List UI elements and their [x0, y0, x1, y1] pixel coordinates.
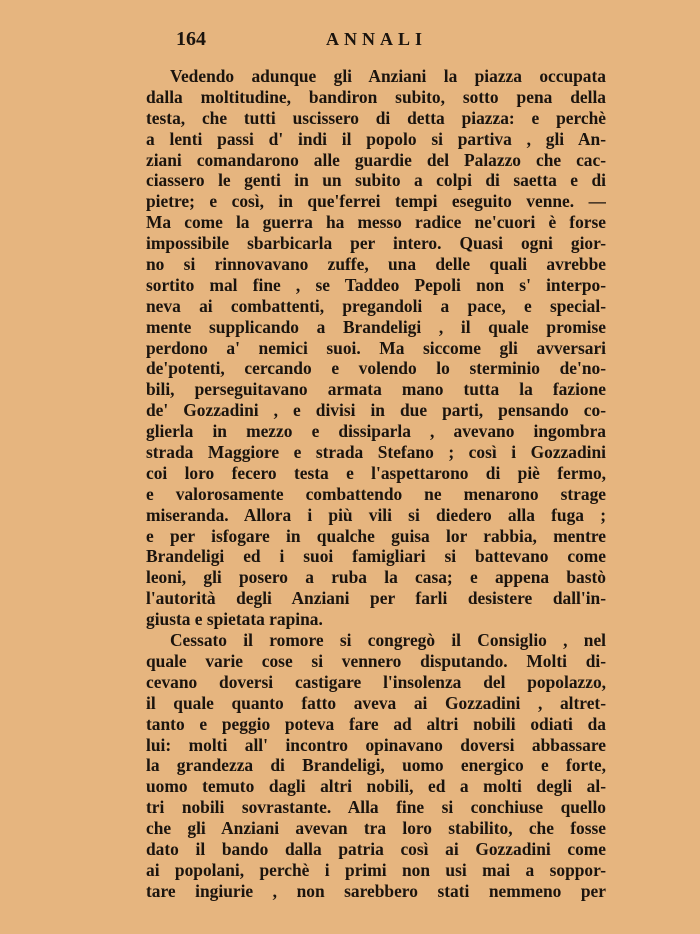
text-line: ziani comandarono alle guardie del Palazzo che cac-	[146, 149, 606, 170]
text-line: che gli Anziani avevan tra loro stabilito, che fosse	[146, 818, 606, 839]
text-line: impossibile sbarbicarla per intero. Quasi ogni gior-	[146, 233, 606, 254]
text-line: no si rinnovavano zuffe, una delle quali avrebbe	[146, 254, 606, 275]
text-line: il quale quanto fatto aveva ai Gozzadini , altret-	[146, 692, 606, 713]
text-line: Brandeligi ed i suoi famigliari si battevano come	[146, 546, 606, 567]
text-line: neva ai combattenti, pregandoli a pace, e special-	[146, 295, 606, 316]
text-line: miseranda. Allora i più vili si diedero alla fuga ;	[146, 504, 606, 525]
body-text	[146, 66, 606, 902]
text-line: lui: molti all' incontro opinavano doversi abbassare	[146, 734, 606, 755]
text-line: dato il bando dalla patria così ai Gozzadini come	[146, 838, 606, 859]
text-line: e per isfogare in qualche guisa lor rabbia, mentre	[146, 525, 606, 546]
text-line: la grandezza di Brandeligi, uomo energico e forte,	[146, 755, 606, 776]
text-line: tri nobili sovrastante. Alla fine si conchiuse quello	[146, 797, 606, 818]
text-line: strada Maggiore e strada Stefano ; così i Gozzadini	[146, 442, 606, 463]
text-line: l'autorità degli Anziani per farli desistere dall'in-	[146, 588, 606, 609]
text-line: leoni, gli posero a ruba la casa; e appena bastò	[146, 567, 606, 588]
text-line: a lenti passi d' indi il popolo si partiva , gli An-	[146, 128, 606, 149]
text-line: coi loro fecero testa e l'aspettarono di piè fermo,	[146, 462, 606, 483]
text-line: Cessato il romore si congregò il Consiglio , nel	[170, 630, 606, 651]
text-line: e valorosamente combattendo ne menarono strage	[146, 483, 606, 504]
text-line: perdono a' nemici suoi. Ma siccome gli avversari	[146, 337, 606, 358]
running-title: ANNALI	[326, 29, 428, 49]
page-number: 164	[176, 28, 206, 50]
text-line: ciassero le genti in un subito a colpi di saetta e di	[146, 170, 606, 191]
text-line: testa, che tutti uscissero di detta piazza: e perchè	[146, 107, 606, 128]
text-line: Ma come la guerra ha messo radice ne'cuori è forse	[146, 212, 606, 233]
text-line: ai popolani, perchè i primi non usi mai a soppor-	[146, 859, 606, 880]
text-line: tanto e peggio poteva fare ad altri nobili odiati da	[146, 713, 606, 734]
text-line: uomo temuto dagli altri nobili, ed a molti degli al-	[146, 776, 606, 797]
text-line: de' Gozzadini , e divisi in due parti, pensando co-	[146, 400, 606, 421]
text-line: tare ingiurie , non sarebbero stati nemmeno per	[146, 880, 606, 901]
text-line: bili, perseguitavano armata mano tutta la fazione	[146, 379, 606, 400]
text-line: de'potenti, cercando e volendo lo sterminio de'no-	[146, 358, 606, 379]
text-line: giusta e spietata rapina.	[146, 609, 323, 630]
text-line: pietre; e così, in que'ferrei tempi eseguito venne. —	[146, 191, 606, 212]
page-header	[176, 28, 606, 52]
text-line: quale varie cose si vennero disputando. Molti di-	[146, 650, 606, 671]
text-line: glierla in mezzo e dissiparla , avevano ingombra	[146, 421, 606, 442]
text-line: Vedendo adunque gli Anziani la piazza occupata	[170, 66, 606, 86]
text-line: dalla moltitudine, bandiron subito, sotto pena della	[146, 86, 606, 107]
text-line: sortito mal fine , se Taddeo Pepoli non s' interpo-	[146, 274, 606, 295]
text-line: cevano doversi castigare l'insolenza del popolazzo,	[146, 671, 606, 692]
text-line: mente supplicando a Brandeligi , il quale promise	[146, 316, 606, 337]
